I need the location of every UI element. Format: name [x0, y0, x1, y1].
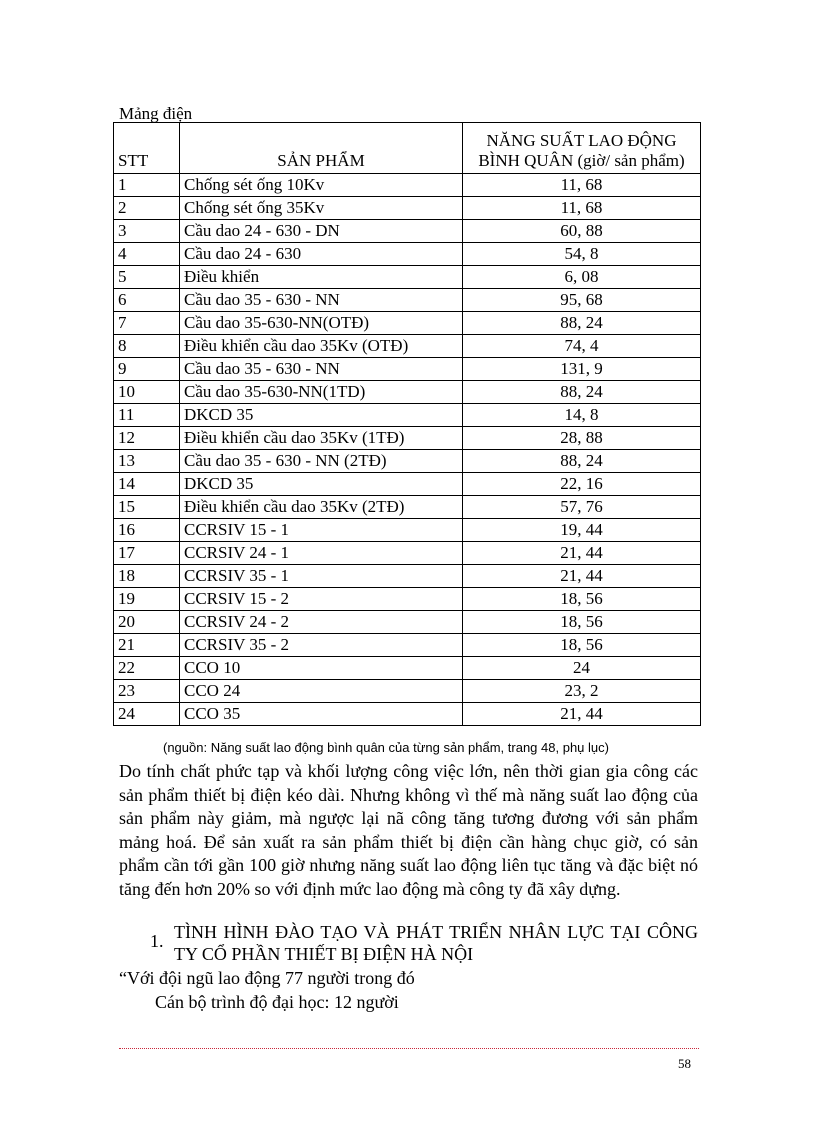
table-row: [114, 634, 701, 657]
row-stt: 4: [114, 243, 180, 266]
row-product: CCRSIV 24 - 2: [180, 611, 463, 634]
table-row: [114, 427, 701, 450]
row-product: Cầu dao 35 - 630 - NN: [180, 358, 463, 381]
row-product: Cầu dao 24 - 630 - DN: [180, 220, 463, 243]
row-product: DKCD 35: [180, 404, 463, 427]
table-row: [114, 588, 701, 611]
table-row: [114, 473, 701, 496]
header-productivity-line1: NĂNG SUẤT LAO ĐỘNG: [486, 131, 677, 150]
row-stt: 13: [114, 450, 180, 473]
row-productivity: 21, 44: [463, 542, 701, 565]
header-productivity-line2: BÌNH QUÂN (giờ/ sản phẩm): [478, 151, 685, 170]
row-product: Điều khiển cầu dao 35Kv (2TĐ): [180, 496, 463, 519]
row-productivity: 28, 88: [463, 427, 701, 450]
table-row: [114, 289, 701, 312]
row-productivity: 57, 76: [463, 496, 701, 519]
table-row: [114, 358, 701, 381]
table-row: [114, 680, 701, 703]
row-product: Cầu dao 35 - 630 - NN: [180, 289, 463, 312]
table-row: [114, 542, 701, 565]
row-product: Chống sét ống 35Kv: [180, 197, 463, 220]
row-productivity: 14, 8: [463, 404, 701, 427]
row-stt: 8: [114, 335, 180, 358]
header-product: SẢN PHẨM: [180, 123, 463, 174]
row-productivity: 22, 16: [463, 473, 701, 496]
row-stt: 5: [114, 266, 180, 289]
row-stt: 19: [114, 588, 180, 611]
row-product: DKCD 35: [180, 473, 463, 496]
table-header-row: [114, 123, 701, 174]
row-productivity: 88, 24: [463, 381, 701, 404]
row-productivity: 6, 08: [463, 266, 701, 289]
row-product: Cầu dao 35-630-NN(1TD): [180, 381, 463, 404]
row-product: CCRSIV 24 - 1: [180, 542, 463, 565]
staff-line: Cán bộ trình độ đại học: 12 người: [155, 992, 399, 1012]
row-stt: 14: [114, 473, 180, 496]
row-productivity: 88, 24: [463, 312, 701, 335]
row-stt: 17: [114, 542, 180, 565]
quote-line: “Với đội ngũ lao động 77 người trong đó: [119, 968, 415, 988]
table-row: [114, 174, 701, 197]
row-productivity: 19, 44: [463, 519, 701, 542]
table-row: [114, 312, 701, 335]
row-stt: 21: [114, 634, 180, 657]
heading-number: 1.: [150, 931, 164, 951]
footer-divider: [119, 1048, 699, 1049]
row-product: Điều khiển: [180, 266, 463, 289]
table-body: [114, 174, 701, 726]
table-row: [114, 381, 701, 404]
source-note: (nguồn: Năng suất lao động bình quân của từng sản phẩm, trang 48, phụ lục): [163, 740, 609, 755]
row-productivity: 23, 2: [463, 680, 701, 703]
table-row: [114, 335, 701, 358]
header-stt: STT: [114, 123, 180, 174]
row-product: Cầu dao 24 - 630: [180, 243, 463, 266]
row-stt: 16: [114, 519, 180, 542]
heading-text: TÌNH HÌNH ĐÀO TẠO VÀ PHÁT TRIỂN NHÂN LỰC TẠI CÔNG TY CỔ PHẦN THIẾT BỊ ĐIỆN HÀ NỘI: [174, 922, 698, 964]
body-paragraph: Do tính chất phức tạp và khối lượng công việc lớn, nên thời gian gia công các sản phẩm thiết bị điện kéo dài. Nhưng không vì thế mà năng suất lao động của sản phẩm này giảm, mà ngược lại nã công tăng tương đương với sản phẩm mảng hoá. Để sản xuất ra sản phẩm thiết bị điện cần hàng chục giờ, có sản phẩm cần tới gần 100 giờ nhưng năng suất lao động liên tục tăng và đặc biệt nó tăng đến hơn 20% so với định mức lao động mà công ty đã xây dựng.: [119, 761, 698, 899]
row-productivity: 11, 68: [463, 174, 701, 197]
table-row: [114, 266, 701, 289]
table-row: [114, 496, 701, 519]
table-row: [114, 450, 701, 473]
table-row: [114, 565, 701, 588]
table-row: [114, 197, 701, 220]
row-product: CCRSIV 15 - 2: [180, 588, 463, 611]
row-stt: 9: [114, 358, 180, 381]
header-productivity: [463, 123, 701, 174]
productivity-table: [113, 122, 701, 726]
row-productivity: 95, 68: [463, 289, 701, 312]
row-stt: 24: [114, 703, 180, 726]
row-productivity: 74, 4: [463, 335, 701, 358]
row-productivity: 18, 56: [463, 611, 701, 634]
section-heading: [150, 921, 698, 965]
row-product: CCRSIV 15 - 1: [180, 519, 463, 542]
page-number: 58: [678, 1056, 691, 1071]
table-row: [114, 519, 701, 542]
row-stt: 23: [114, 680, 180, 703]
row-productivity: 18, 56: [463, 634, 701, 657]
section-title: Mảng điện: [119, 104, 193, 123]
row-stt: 10: [114, 381, 180, 404]
row-productivity: 24: [463, 657, 701, 680]
table-row: [114, 220, 701, 243]
table-row: [114, 404, 701, 427]
row-product: Cầu dao 35-630-NN(OTĐ): [180, 312, 463, 335]
row-productivity: 88, 24: [463, 450, 701, 473]
row-stt: 7: [114, 312, 180, 335]
row-stt: 12: [114, 427, 180, 450]
table-row: [114, 611, 701, 634]
row-product: CCO 35: [180, 703, 463, 726]
row-stt: 20: [114, 611, 180, 634]
row-stt: 15: [114, 496, 180, 519]
row-productivity: 60, 88: [463, 220, 701, 243]
table-row: [114, 243, 701, 266]
row-product: CCRSIV 35 - 1: [180, 565, 463, 588]
row-product: Chống sét ống 10Kv: [180, 174, 463, 197]
row-productivity: 21, 44: [463, 565, 701, 588]
row-stt: 1: [114, 174, 180, 197]
row-productivity: 11, 68: [463, 197, 701, 220]
row-stt: 6: [114, 289, 180, 312]
row-product: Cầu dao 35 - 630 - NN (2TĐ): [180, 450, 463, 473]
row-product: Điều khiển cầu dao 35Kv (OTĐ): [180, 335, 463, 358]
row-stt: 11: [114, 404, 180, 427]
row-product: CCO 24: [180, 680, 463, 703]
row-stt: 22: [114, 657, 180, 680]
row-product: Điều khiển cầu dao 35Kv (1TĐ): [180, 427, 463, 450]
row-stt: 3: [114, 220, 180, 243]
row-productivity: 131, 9: [463, 358, 701, 381]
row-stt: 2: [114, 197, 180, 220]
row-stt: 18: [114, 565, 180, 588]
row-product: CCO 10: [180, 657, 463, 680]
row-productivity: 21, 44: [463, 703, 701, 726]
table-row: [114, 703, 701, 726]
row-product: CCRSIV 35 - 2: [180, 634, 463, 657]
row-productivity: 18, 56: [463, 588, 701, 611]
row-productivity: 54, 8: [463, 243, 701, 266]
table-row: [114, 657, 701, 680]
